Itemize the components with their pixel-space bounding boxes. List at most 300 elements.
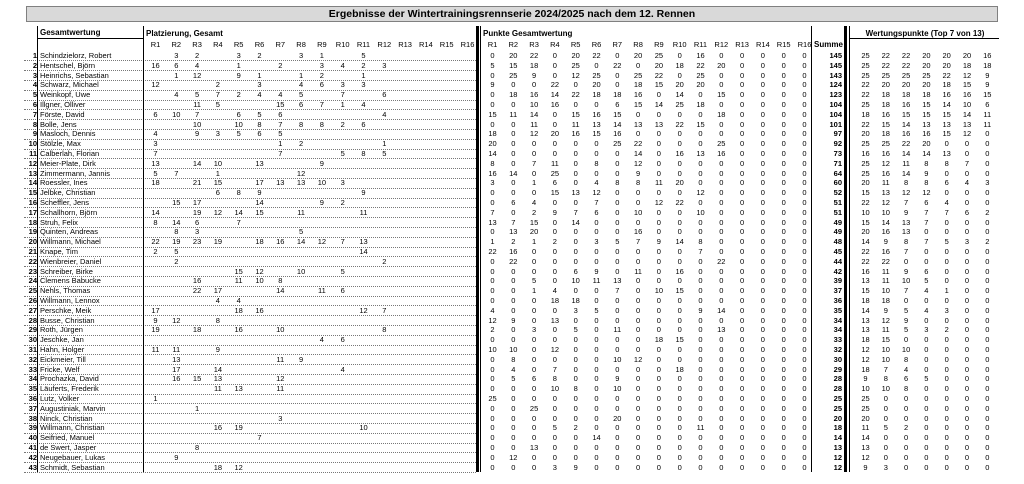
points-cell: 0	[677, 403, 682, 413]
points-cell: 14	[592, 433, 601, 443]
top7-cell: 7	[944, 207, 949, 217]
points-cell: 16	[571, 129, 580, 139]
top7-cell: 3	[883, 462, 888, 472]
rank-cell: 10	[28, 139, 37, 149]
points-cell: 0	[719, 443, 724, 452]
points-cell: 14	[550, 90, 560, 100]
points-cell: 13	[654, 119, 664, 129]
points-cell: 0	[719, 129, 724, 139]
points-cell: 0	[615, 452, 620, 462]
points-cell: 9	[552, 207, 557, 217]
overall-header: Gesamtwertung	[40, 28, 101, 37]
points-cell: 9	[490, 80, 495, 90]
top7-cell: 20	[922, 139, 931, 149]
points-cell: 0	[719, 100, 724, 109]
placement-cell: 2	[361, 60, 366, 70]
rank-cell: 36	[28, 394, 37, 403]
points-cell: 0	[615, 364, 620, 374]
name-cell: Wienbreier, Daniel	[40, 256, 102, 266]
row-divider	[24, 384, 476, 385]
points-cell: 0	[802, 384, 807, 394]
points-cell: 0	[781, 403, 786, 413]
placement-cell: 6	[215, 188, 220, 198]
top7-cell: 0	[985, 305, 990, 315]
placement-cell: 16	[192, 276, 202, 286]
points-cell: 0	[781, 325, 786, 335]
top7-cell: 3	[964, 237, 970, 247]
placement-cell: 8	[319, 119, 324, 129]
top7-cell: 0	[964, 345, 970, 354]
top7-cell: 0	[964, 462, 970, 472]
points-cell: 0	[781, 433, 786, 443]
points-cell: 0	[532, 384, 537, 394]
points-cell: 0	[719, 217, 724, 227]
row-divider	[24, 472, 476, 473]
placement-cell: 9	[174, 452, 179, 462]
placement-race-header: R6	[254, 40, 265, 49]
top7-cell: 10	[881, 207, 890, 217]
top7-cell: 12	[922, 188, 931, 198]
points-cell: 14	[529, 109, 539, 119]
placement-cell: 5	[361, 51, 366, 60]
points-cell: 0	[636, 413, 641, 423]
top7-cell: 0	[944, 413, 949, 423]
top7-cell: 0	[985, 149, 990, 158]
points-cell: 13	[571, 188, 580, 198]
points-cell: 14	[675, 90, 684, 100]
top7-cell: 0	[964, 217, 970, 227]
top7-cell: 0	[944, 139, 949, 149]
points-cell: 0	[615, 462, 620, 472]
points-cell: 0	[781, 198, 786, 207]
top7-cell: 16	[942, 90, 951, 100]
top7-cell: 0	[985, 423, 990, 433]
points-cell: 0	[532, 462, 537, 472]
top7-cell: 0	[904, 462, 909, 472]
points-cell: 0	[594, 256, 599, 266]
points-cell: 0	[656, 423, 661, 433]
points-cell: 0	[594, 296, 599, 305]
placement-cell: 5	[299, 90, 304, 100]
points-cell: 0	[740, 315, 745, 325]
placement-cell: 1	[215, 168, 220, 178]
name-cell: Schindzielorz, Robert	[40, 51, 112, 60]
row-divider	[24, 227, 476, 228]
points-cell: 0	[760, 433, 765, 443]
top7-cell: 25	[861, 100, 870, 109]
placement-cell: 11	[359, 207, 368, 217]
top7-cell: 0	[985, 296, 990, 305]
top7-cell: 9	[863, 462, 868, 472]
points-cell: 0	[719, 80, 724, 90]
rank-cell: 15	[28, 188, 37, 198]
top7-cell: 16	[861, 266, 870, 276]
placement-cell: 14	[359, 247, 368, 256]
placement-cell: 2	[340, 198, 345, 207]
page-title: Ergebnisse der Wintertrainingsrennserie 2024/2025 nach dem 12. Rennen	[26, 6, 998, 22]
placement-cell: 2	[382, 256, 387, 266]
points-cell: 20	[696, 80, 705, 90]
top7-cell: 0	[985, 276, 990, 286]
top7-cell: 12	[962, 129, 972, 139]
points-cell: 25	[613, 139, 622, 149]
points-cell: 0	[719, 168, 724, 178]
points-cell: 0	[802, 296, 807, 305]
top7-cell: 14	[861, 433, 870, 443]
points-cell: 0	[781, 217, 786, 227]
placement-cell: 8	[299, 119, 304, 129]
top7-cell: 13	[942, 149, 951, 158]
points-cell: 3	[490, 178, 495, 188]
points-cell: 9	[656, 237, 661, 247]
points-cell: 6	[532, 374, 537, 384]
top7-cell: 22	[881, 60, 890, 70]
placement-cell: 2	[215, 80, 220, 90]
top7-cell: 2	[904, 423, 909, 433]
top7-cell: 5	[904, 305, 909, 315]
points-cell: 0	[802, 266, 807, 276]
points-cell: 0	[740, 256, 745, 266]
name-cell: Roth, Jürgen	[40, 325, 83, 335]
points-cell: 0	[740, 207, 745, 217]
points-cell: 0	[760, 354, 765, 364]
points-cell: 0	[615, 443, 620, 452]
points-cell: 0	[636, 335, 641, 345]
points-cell: 0	[615, 217, 620, 227]
points-cell: 0	[781, 119, 786, 129]
points-cell: 0	[615, 70, 620, 80]
points-cell: 0	[636, 433, 641, 443]
top7-cell: 0	[985, 443, 990, 452]
top7-cell: 13	[861, 315, 870, 325]
points-cell: 0	[802, 119, 807, 129]
points-cell: 0	[802, 325, 807, 335]
points-cell: 0	[677, 452, 682, 462]
points-cell: 0	[781, 60, 786, 70]
sum-cell: 64	[833, 168, 842, 178]
points-cell: 20	[488, 139, 497, 149]
top7-cell: 0	[985, 256, 990, 266]
points-cell: 0	[615, 433, 620, 443]
points-cell: 0	[594, 149, 599, 158]
points-cell: 0	[490, 423, 495, 433]
points-cell: 0	[698, 384, 703, 394]
points-cell: 0	[552, 149, 557, 158]
points-cell: 0	[552, 325, 557, 335]
placement-cell: 5	[278, 129, 283, 139]
row-divider	[24, 129, 476, 130]
points-cell: 0	[636, 129, 641, 139]
points-cell: 0	[781, 305, 786, 315]
top7-cell: 8	[883, 374, 888, 384]
points-cell: 0	[656, 129, 661, 139]
points-cell: 0	[781, 207, 786, 217]
points-cell: 16	[509, 247, 518, 256]
points-cell: 0	[656, 403, 661, 413]
top7-cell: 8	[944, 158, 949, 168]
points-cell: 0	[532, 149, 537, 158]
points-cell: 20	[717, 60, 726, 70]
top7-cell: 0	[964, 198, 970, 207]
sum-cell: 33	[833, 335, 842, 345]
points-cell: 13	[613, 276, 622, 286]
points-cell: 9	[615, 374, 620, 384]
row-divider	[24, 413, 476, 414]
points-cell: 3	[532, 325, 537, 335]
top7-cell: 14	[901, 119, 911, 129]
top7-cell: 1	[944, 286, 949, 296]
top7-cell: 0	[924, 462, 929, 472]
points-cell: 0	[760, 286, 765, 296]
points-cell: 10	[509, 345, 518, 354]
top7-cell: 22	[881, 256, 890, 266]
points-cell: 0	[677, 413, 682, 423]
points-cell: 25	[592, 70, 601, 80]
placement-cell: 6	[340, 286, 345, 296]
top7-cell: 25	[861, 168, 870, 178]
top7-cell: 0	[883, 433, 888, 443]
points-cell: 6	[615, 100, 620, 109]
placement-cell: 13	[359, 237, 368, 247]
placement-cell: 4	[215, 296, 220, 305]
points-cell: 0	[781, 443, 786, 452]
placement-race-header: R1	[150, 40, 161, 49]
placement-cell: 9	[299, 354, 304, 364]
placement-cell: 2	[319, 70, 324, 80]
points-cell: 0	[511, 286, 516, 296]
points-cell: 0	[615, 423, 620, 433]
points-cell: 0	[511, 276, 516, 286]
points-cell: 0	[573, 413, 578, 423]
points-cell: 0	[698, 413, 703, 423]
points-cell: 0	[490, 276, 495, 286]
placement-cell: 7	[236, 217, 241, 227]
points-cell: 0	[656, 384, 661, 394]
top7-cell: 0	[924, 335, 929, 345]
top7-cell: 0	[924, 433, 929, 443]
points-cell: 0	[636, 443, 641, 452]
points-cell: 7	[615, 286, 620, 296]
rank-cell: 38	[28, 413, 37, 423]
points-cell: 0	[760, 188, 765, 198]
points-cell: 0	[781, 296, 786, 305]
rank-cell: 40	[28, 433, 37, 443]
top7-cell: 5	[924, 374, 929, 384]
sum-cell: 32	[833, 345, 842, 354]
row-divider	[24, 198, 476, 199]
placement-cell: 3	[195, 227, 200, 237]
placement-cell: 7	[382, 305, 387, 315]
points-cell: 0	[552, 305, 557, 315]
points-cell: 11	[550, 158, 559, 168]
top7-cell: 18	[861, 296, 870, 305]
top7-cell: 6	[924, 198, 929, 207]
placement-cell: 16	[213, 423, 223, 433]
top7-cell: 22	[861, 80, 870, 90]
rank-cell: 7	[32, 109, 37, 119]
points-cell: 0	[532, 266, 537, 276]
placement-cell: 19	[172, 237, 181, 247]
points-cell: 0	[802, 305, 807, 315]
points-cell: 10	[613, 354, 622, 364]
top7-cell: 10	[861, 207, 870, 217]
points-cell: 12	[488, 315, 497, 325]
points-cell: 0	[573, 149, 578, 158]
placement-cell: 3	[340, 80, 345, 90]
points-cell: 0	[511, 433, 516, 443]
points-cell: 0	[719, 433, 724, 443]
sum-cell: 45	[833, 247, 842, 256]
points-cell: 0	[594, 335, 599, 345]
points-cell: 0	[698, 178, 703, 188]
points-cell: 0	[719, 198, 724, 207]
points-cell: 11	[592, 276, 601, 286]
placement-cell: 22	[151, 237, 160, 247]
column-border	[811, 26, 812, 472]
top7-cell: 8	[904, 237, 909, 247]
points-cell: 0	[719, 403, 724, 413]
points-cell: 15	[592, 129, 601, 139]
points-cell: 0	[740, 286, 745, 296]
points-cell: 0	[656, 394, 661, 403]
points-cell: 0	[802, 394, 807, 403]
points-cell: 0	[656, 247, 661, 256]
points-cell: 0	[490, 227, 495, 237]
points-cell: 0	[490, 374, 495, 384]
name-cell: Augustiniak, Marvin	[40, 403, 106, 413]
points-cell: 15	[550, 188, 560, 198]
points-cell: 0	[698, 374, 703, 384]
points-cell: 25	[509, 70, 518, 80]
points-cell: 0	[636, 462, 641, 472]
name-cell: Perschke, Meik	[40, 305, 92, 315]
points-cell: 0	[719, 413, 724, 423]
points-cell: 0	[511, 139, 516, 149]
top7-cell: 0	[924, 354, 929, 364]
top7-cell: 18	[881, 296, 890, 305]
placement-cell: 6	[174, 60, 179, 70]
points-cell: 0	[719, 384, 724, 394]
placement-cell: 1	[319, 51, 324, 60]
row-divider	[24, 109, 476, 110]
points-cell: 0	[781, 384, 786, 394]
points-cell: 11	[696, 423, 705, 433]
top7-cell: 12	[861, 354, 870, 364]
placement-cell: 19	[192, 207, 202, 217]
row-divider	[24, 462, 476, 463]
top7-cell: 0	[985, 452, 990, 462]
rank-cell: 39	[28, 423, 37, 433]
top7-cell: 18	[881, 129, 890, 139]
column-border	[37, 26, 38, 472]
placement-cell: 15	[276, 100, 285, 109]
points-cell: 0	[781, 423, 786, 433]
rank-cell: 27	[28, 305, 37, 315]
placement-cell: 7	[195, 109, 200, 119]
points-cell: 0	[719, 70, 724, 80]
points-cell: 6	[573, 266, 578, 276]
top7-cell: 0	[904, 403, 909, 413]
top7-cell: 0	[964, 256, 970, 266]
points-cell: 0	[781, 247, 786, 256]
points-cell: 0	[511, 129, 516, 139]
points-cell: 0	[760, 51, 765, 60]
placement-cell: 2	[153, 247, 158, 256]
top7-cell: 10	[901, 345, 911, 354]
placement-cell: 16	[234, 325, 243, 335]
points-cell: 11	[654, 178, 663, 188]
points-cell: 9	[511, 315, 516, 325]
points-cell: 0	[552, 413, 557, 423]
points-cell: 0	[802, 335, 807, 345]
points-cell: 0	[636, 109, 641, 119]
placement-cell: 7	[153, 149, 158, 158]
points-cell: 25	[633, 70, 643, 80]
rank-cell: 22	[28, 256, 37, 266]
top7-cell: 9	[883, 305, 888, 315]
name-cell: Knape, Tim	[40, 247, 78, 256]
points-cell: 0	[802, 413, 807, 423]
points-cell: 22	[654, 70, 664, 80]
top7-cell: 3	[944, 305, 949, 315]
row-divider	[24, 354, 476, 355]
placement-cell: 3	[361, 80, 366, 90]
points-cell: 16	[717, 149, 726, 158]
points-cell: 0	[760, 462, 765, 472]
placement-cell: 2	[257, 51, 262, 60]
top7-cell: 7	[924, 237, 929, 247]
points-cell: 0	[656, 345, 661, 354]
top7-cell: 18	[901, 90, 911, 100]
placement-race-header: R16	[460, 40, 475, 49]
points-cell: 0	[760, 403, 765, 413]
points-cell: 0	[740, 413, 745, 423]
points-cell: 7	[698, 247, 703, 256]
sum-cell: 29	[833, 364, 842, 374]
rank-cell: 18	[28, 217, 37, 227]
points-cell: 0	[677, 139, 682, 149]
top7-cell: 13	[901, 227, 911, 237]
sum-cell: 13	[833, 443, 842, 452]
points-cell: 0	[511, 423, 516, 433]
placement-cell: 5	[236, 129, 241, 139]
placement-cell: 3	[236, 51, 241, 60]
points-cell: 0	[740, 119, 745, 129]
sum-cell: 34	[833, 325, 842, 335]
top7-cell: 3	[985, 178, 990, 188]
points-cell: 11	[509, 109, 518, 119]
top7-cell: 0	[985, 188, 990, 198]
row-divider	[24, 70, 476, 71]
row-divider	[24, 60, 476, 61]
points-cell: 0	[740, 129, 745, 139]
row-divider	[24, 364, 476, 365]
sum-cell: 20	[833, 413, 842, 423]
points-cell: 0	[594, 227, 599, 237]
placement-cell: 5	[340, 149, 345, 158]
points-cell: 5	[615, 237, 620, 247]
placement-cell: 5	[215, 100, 220, 109]
points-cell: 5	[552, 423, 557, 433]
top7-cell: 13	[881, 188, 890, 198]
points-cell: 0	[698, 394, 703, 403]
placement-cell: 4	[299, 80, 304, 90]
header-underline	[849, 38, 999, 39]
placement-cell: 12	[234, 462, 243, 472]
points-cell: 12	[633, 354, 643, 364]
top7-cell: 20	[922, 80, 931, 90]
points-cell: 18	[488, 129, 497, 139]
